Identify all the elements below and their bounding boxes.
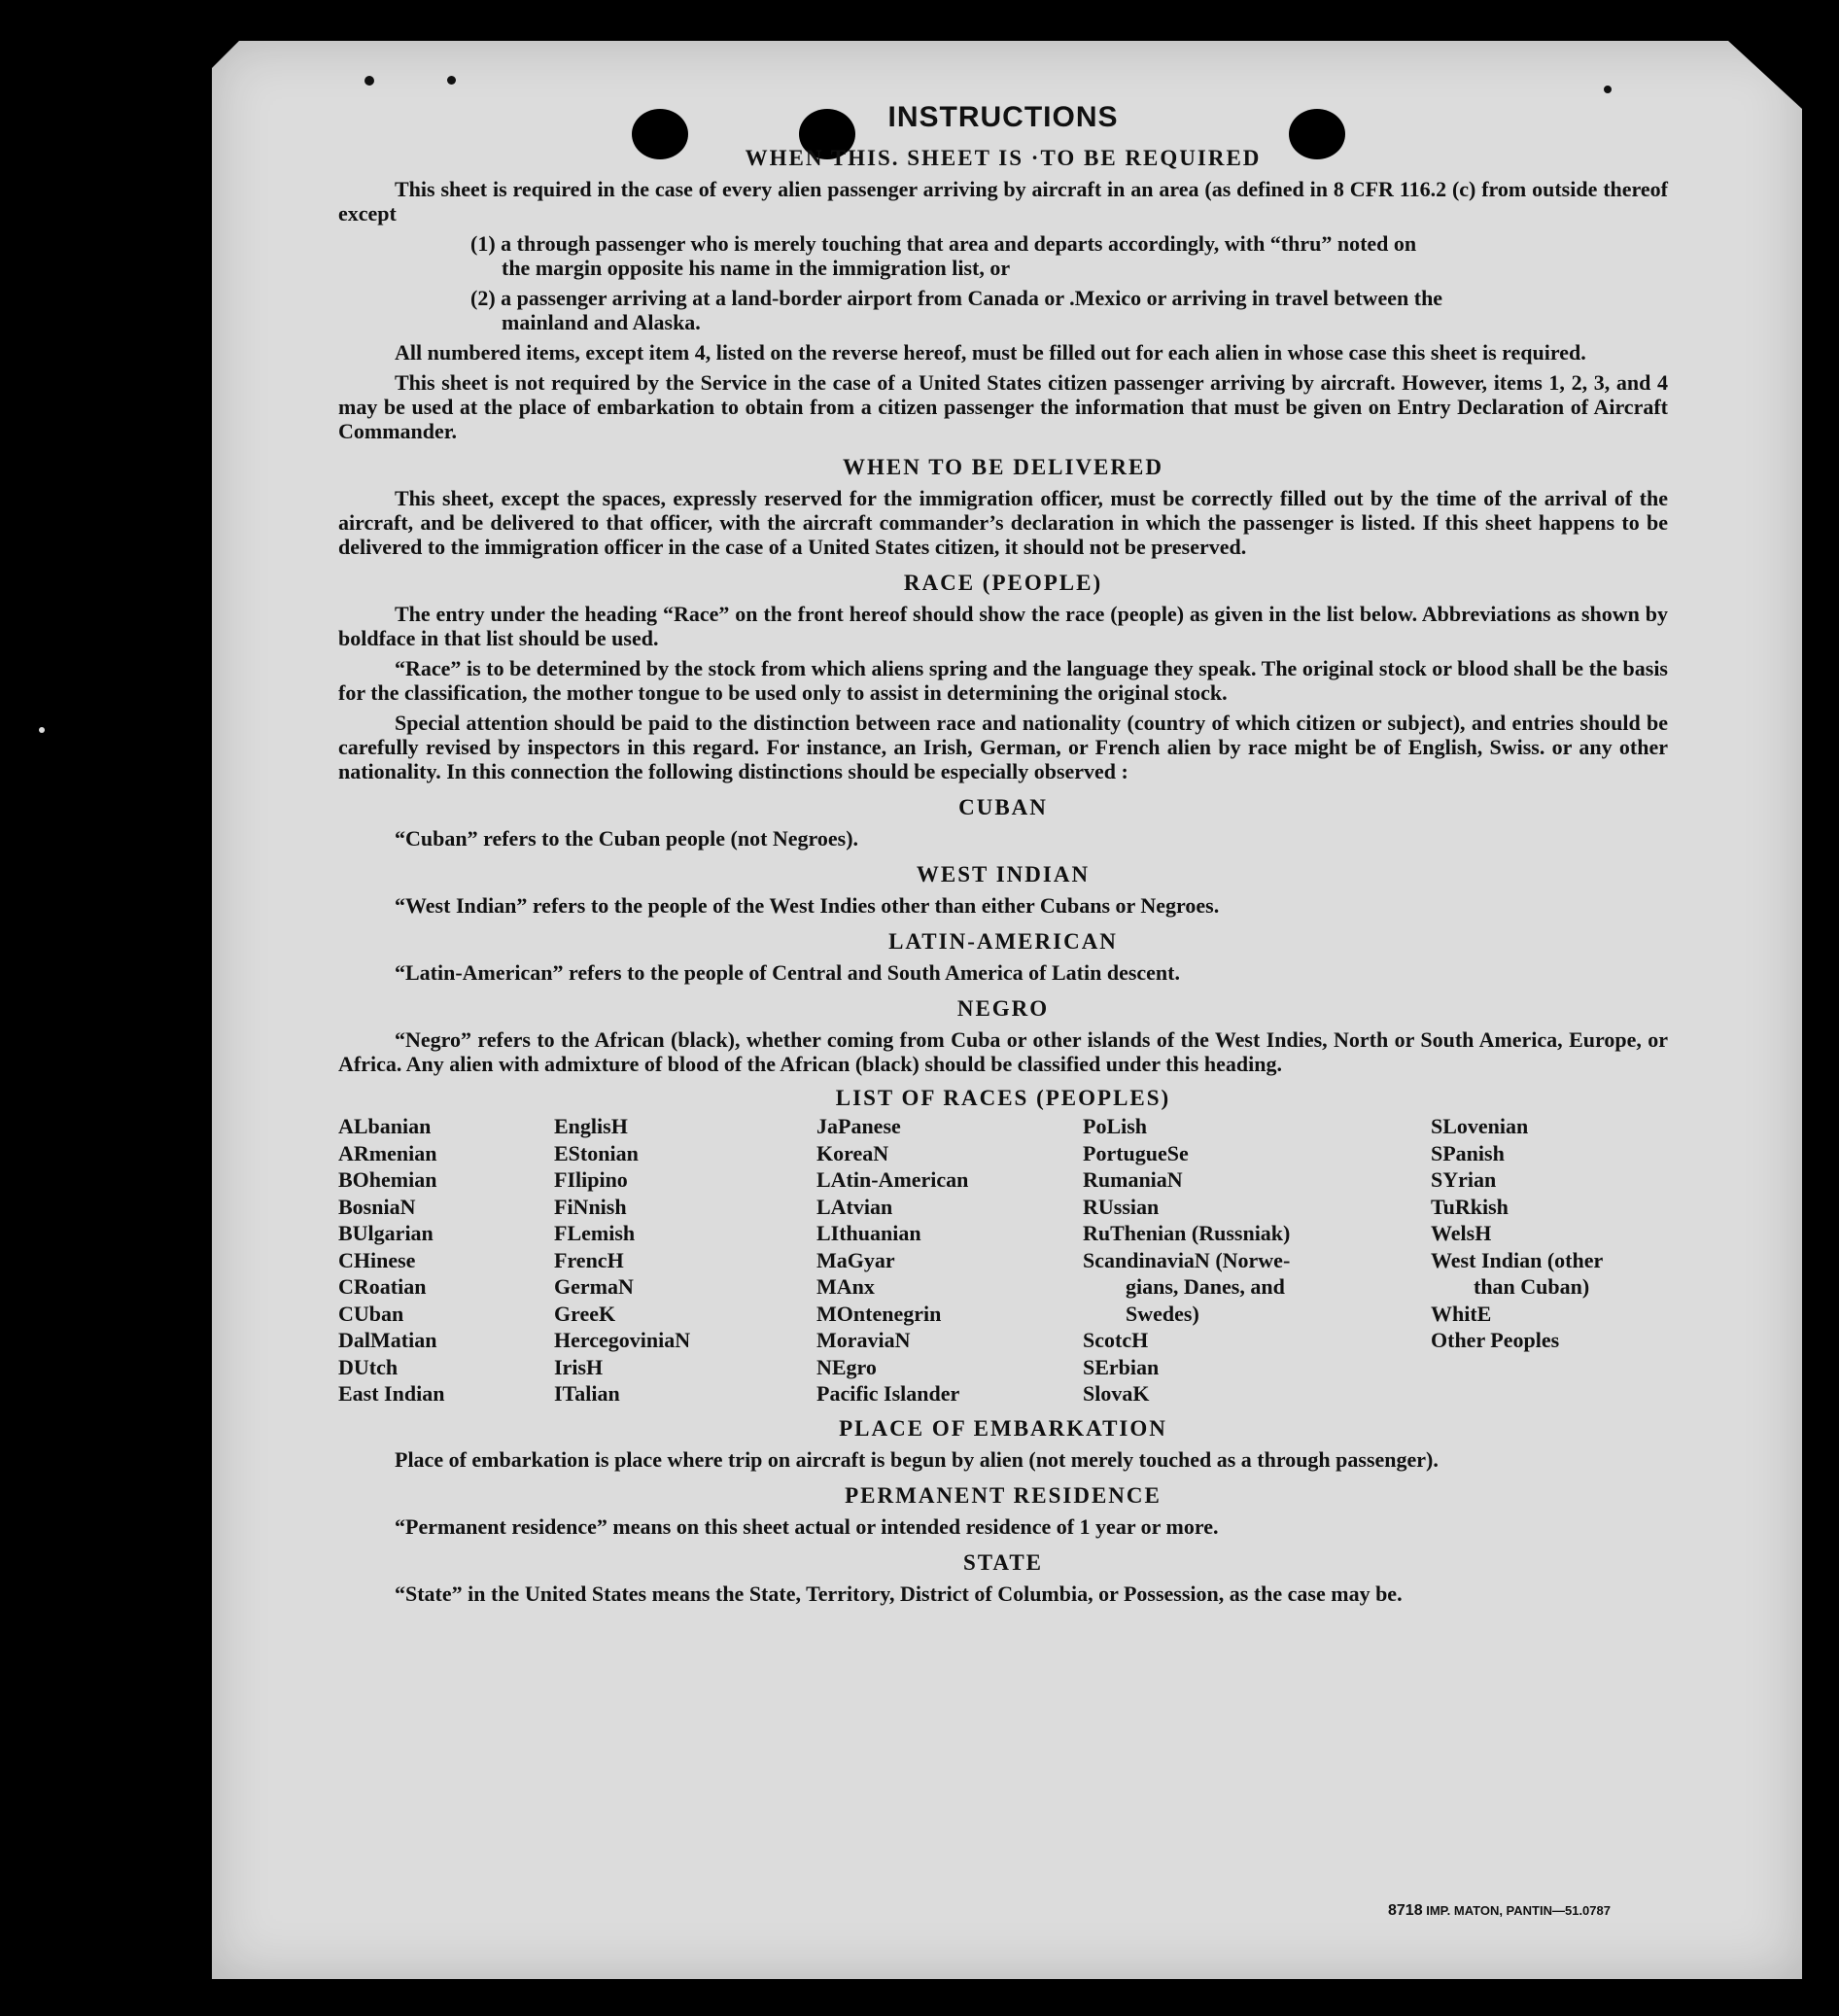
race-entry: EStonian	[554, 1140, 639, 1165]
race-entry: GermaN	[554, 1274, 634, 1299]
races-column-4	[1083, 1113, 1290, 1408]
paragraph: Special attention should be paid to the distinction between race and nationality (country of which citizen or subject), and entries should be carefully revised by inspectors in this regard. For instance, an Irish, German, or French alien by race might be of English, Swiss. or any other nationality. In this connection the following distinctions should be especially observed :	[338, 711, 1668, 783]
races-column-3	[816, 1113, 968, 1408]
race-entry: EnglisH	[554, 1114, 628, 1138]
race-entry: SErbian	[1083, 1354, 1160, 1379]
race-entry: FiNnish	[554, 1194, 627, 1219]
race-entry: CHinese	[338, 1247, 416, 1272]
race-entry: RuThenian (Russniak)	[1083, 1221, 1291, 1245]
section-heading-list-of-races: LIST OF RACES (PEOPLES)	[835, 1086, 1171, 1110]
race-entry: MaGyar	[816, 1247, 895, 1272]
race-entry: WhitE	[1431, 1301, 1492, 1326]
race-entry: DalMatian	[338, 1328, 437, 1352]
ink-speck	[1604, 86, 1612, 93]
race-entry: FIlipino	[554, 1167, 628, 1192]
races-list	[338, 1113, 1668, 1405]
race-entry: SPanish	[1431, 1140, 1505, 1165]
race-entry: BosniaN	[338, 1194, 416, 1219]
race-entry: FrencH	[554, 1247, 624, 1272]
paragraph: This sheet is required in the case of every alien passenger arriving by aircraft in an area (as defined in 8 CFR 116.2 (c) from outside thereof except	[338, 177, 1668, 226]
ink-speck	[39, 727, 45, 733]
race-entry: East Indian	[338, 1381, 445, 1406]
paragraph: “Negro” refers to the African (black), whether coming from Cuba or other islands of the West Indies, North or South America, Europe, or Africa. Any alien with admixture of blood of the African (black) should be classified under this heading.	[338, 1027, 1668, 1076]
paragraph: Place of embarkation is place where trip on aircraft is begun by alien (not merely touched as a through passenger).	[395, 1447, 1439, 1472]
race-entry: RumaniaN	[1083, 1167, 1183, 1192]
race-entry: IrisH	[554, 1354, 604, 1379]
section-heading-permanent-residence: PERMANENT RESIDENCE	[845, 1483, 1162, 1508]
race-entry: ITalian	[554, 1381, 620, 1406]
race-entry: ALbanian	[338, 1114, 432, 1138]
race-entry: GreeK	[554, 1301, 616, 1326]
race-entry: JaPanese	[816, 1114, 901, 1138]
paragraph: This sheet is not required by the Service in the case of a United States citizen passenger arriving by aircraft. However, items 1, 2, 3, and 4 may be used at the place of embarkation to obtain from a citizen passenger the information that must be given on Entry Declaration of Aircraft Commander.	[338, 370, 1668, 443]
ink-speck	[447, 76, 456, 85]
section-heading-when-required: WHEN THIS. SHEET IS ·TO BE REQUIRED	[745, 146, 1262, 170]
document-title: INSTRUCTIONS	[887, 101, 1119, 133]
form-number: 8718	[1388, 1902, 1423, 1919]
race-entry: PortugueSe	[1083, 1140, 1189, 1165]
list-item-continuation: the margin opposite his name in the immigration list, or	[502, 256, 1011, 280]
paragraph: The entry under the heading “Race” on the front hereof should show the race (people) as given in the list below. Abbreviations as shown by boldface in that list should be used.	[338, 602, 1668, 650]
race-entry: gians, Danes, and	[1126, 1274, 1285, 1299]
paragraph: “Cuban” refers to the Cuban people (not Negroes).	[395, 826, 859, 851]
race-entry: Pacific Islander	[816, 1381, 960, 1406]
race-entry: SLovenian	[1431, 1114, 1529, 1138]
race-entry: Swedes)	[1126, 1301, 1199, 1326]
races-column-5	[1431, 1113, 1603, 1354]
race-entry: HercegoviniaN	[554, 1328, 691, 1352]
printer-name: IMP. MATON, PANTIN—51.0787	[1426, 1903, 1611, 1918]
race-entry: Other Peoples	[1431, 1328, 1560, 1352]
paragraph: “State” in the United States means the State, Territory, District of Columbia, or Possession, as the case may be.	[395, 1582, 1403, 1606]
race-entry: CUban	[338, 1301, 404, 1326]
list-item: (1) a through passenger who is merely touching that area and departs accordingly, with “thru” noted on	[470, 231, 1417, 256]
section-heading-when-delivered: WHEN TO BE DELIVERED	[843, 455, 1163, 479]
race-entry: ARmenian	[338, 1140, 437, 1165]
race-entry: KoreaN	[816, 1140, 889, 1165]
race-entry: LAtvian	[816, 1194, 893, 1219]
race-entry: WelsH	[1431, 1221, 1492, 1245]
race-entry: than Cuban)	[1474, 1274, 1590, 1299]
race-entry: CRoatian	[338, 1274, 427, 1299]
list-item: (2) a passenger arriving at a land-border airport from Canada or .Mexico or arriving in travel between the	[470, 286, 1443, 310]
paragraph: This sheet, except the spaces, expressly reserved for the immigration officer, must be correctly filled out by the time of the arrival of the aircraft, and be delivered to that officer, with the aircraft commander’s declaration in which the passenger is listed. If this sheet happens to be delivered to the immigration officer in the case of a United States citizen, it should not be preserved.	[338, 486, 1668, 559]
race-entry: SlovaK	[1083, 1381, 1150, 1406]
race-entry: West Indian (other	[1431, 1247, 1604, 1272]
race-entry: MOntenegrin	[816, 1301, 942, 1326]
race-entry: MoraviaN	[816, 1328, 911, 1352]
race-entry: ScotcH	[1083, 1328, 1149, 1352]
section-heading-negro: NEGRO	[956, 996, 1050, 1021]
race-entry: BUlgarian	[338, 1221, 434, 1245]
paragraph: “Latin-American” refers to the people of Central and South America of Latin descent.	[395, 960, 1180, 985]
race-entry: TuRkish	[1431, 1194, 1509, 1219]
race-entry: FLemish	[554, 1221, 636, 1245]
printer-imprint	[1388, 1902, 1611, 1920]
section-heading-embarkation: PLACE OF EMBARKATION	[839, 1416, 1167, 1441]
race-entry: RUssian	[1083, 1194, 1160, 1219]
races-column-2	[554, 1113, 690, 1408]
section-heading-latin-american: LATIN-AMERICAN	[888, 929, 1118, 954]
race-entry: DUtch	[338, 1354, 399, 1379]
race-entry: LAtin-American	[816, 1167, 969, 1192]
race-entry: PoLish	[1083, 1114, 1148, 1138]
paragraph: “Race” is to be determined by the stock from which aliens spring and the language they speak. The original stock or blood shall be the basis for the classification, the mother tongue to be used only to assist in determining the original stock.	[338, 656, 1668, 705]
section-heading-west-indian: WEST INDIAN	[916, 862, 1091, 886]
section-heading-state: STATE	[962, 1550, 1043, 1575]
race-entry: LIthuanian	[816, 1221, 921, 1245]
races-column-1	[338, 1113, 444, 1408]
race-entry: NEgro	[816, 1354, 877, 1379]
race-entry: BOhemian	[338, 1167, 437, 1192]
section-heading-cuban: CUBAN	[958, 795, 1048, 819]
paragraph: All numbered items, except item 4, listed on the reverse hereof, must be filled out for each alien in whose case this sheet is required.	[395, 340, 1586, 365]
paragraph: “Permanent residence” means on this sheet actual or intended residence of 1 year or more.	[395, 1514, 1219, 1539]
paragraph: “West Indian” refers to the people of the West Indies other than either Cubans or Negroes.	[395, 893, 1220, 918]
race-entry: ScandinaviaN (Norwe-	[1083, 1247, 1291, 1272]
section-heading-race: RACE (PEOPLE)	[903, 571, 1103, 595]
race-entry: MAnx	[816, 1274, 875, 1299]
instructions-document	[338, 97, 1668, 1612]
list-item-continuation: mainland and Alaska.	[502, 310, 701, 334]
race-entry: SYrian	[1431, 1167, 1497, 1192]
ink-speck	[364, 76, 374, 86]
